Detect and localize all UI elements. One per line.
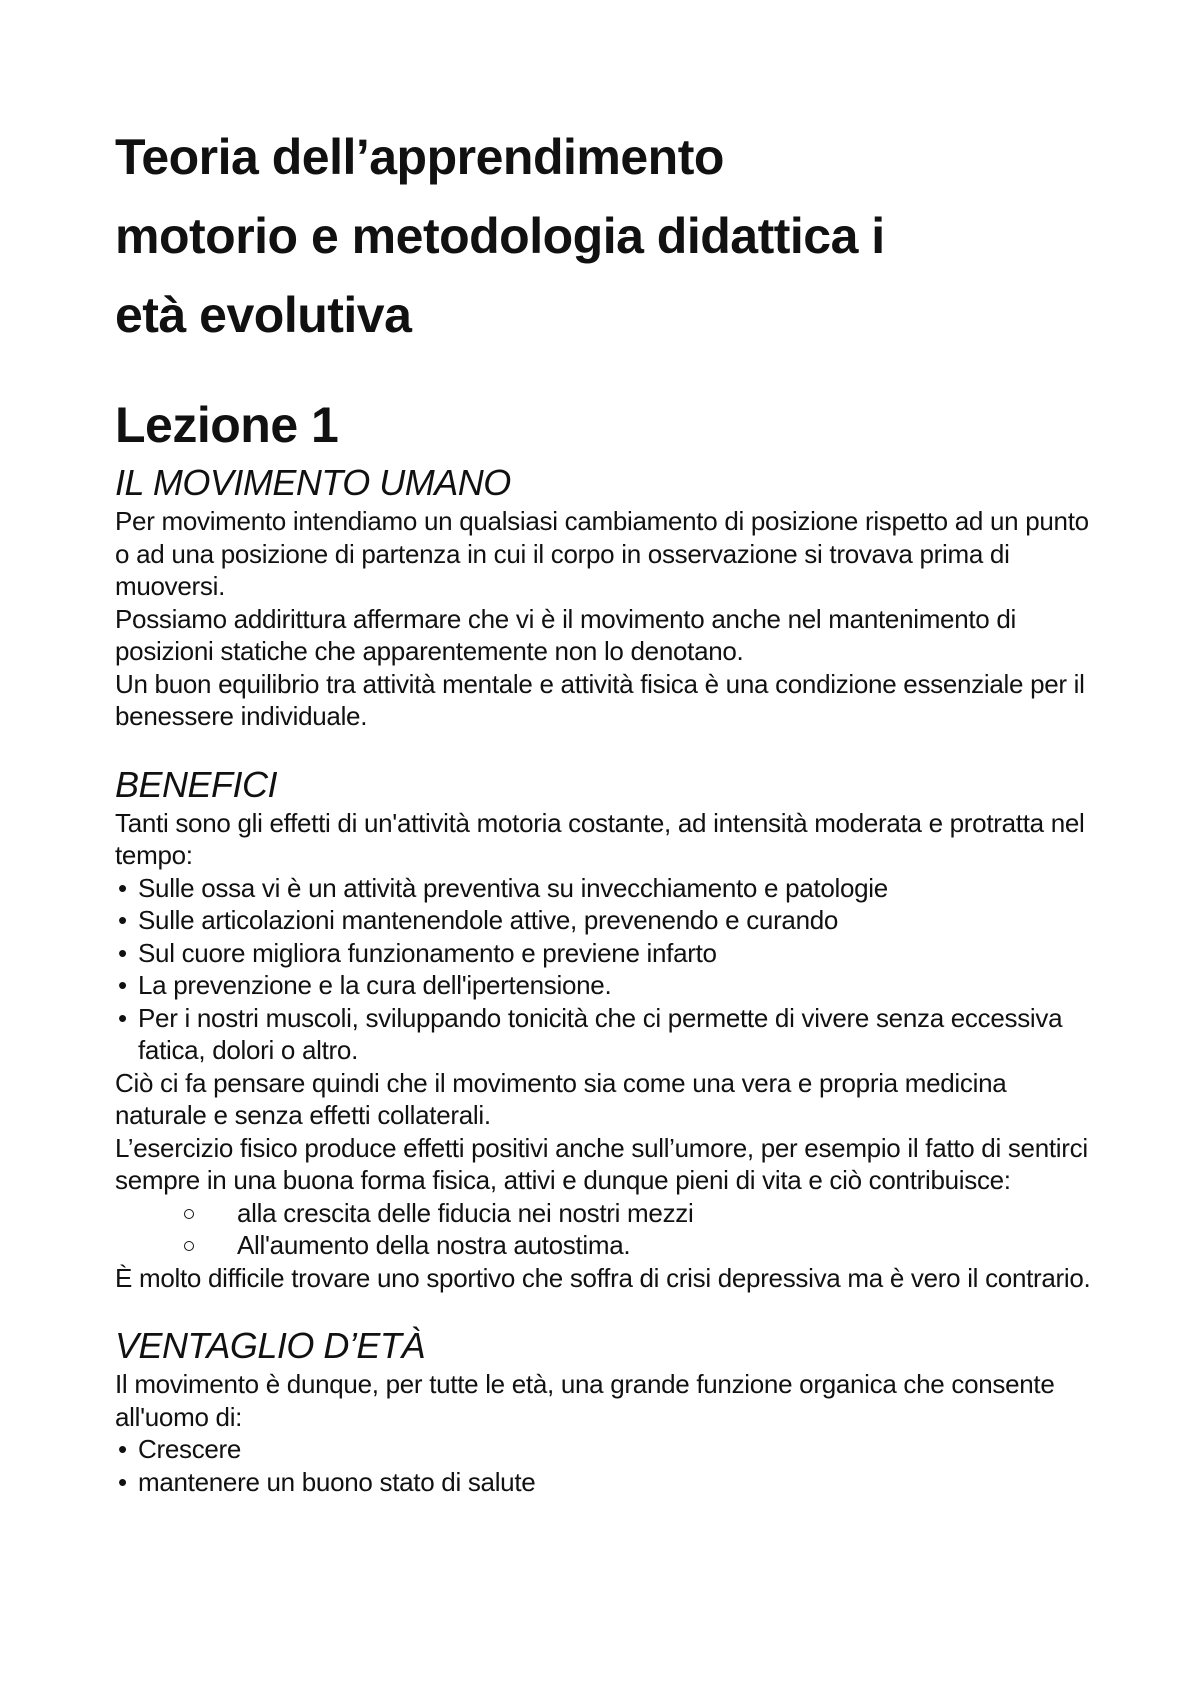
bullet-icon: • (118, 970, 127, 1000)
list-item (115, 904, 1100, 937)
list-item-text: alla crescita delle fiducia nei nostri mezzi (237, 1197, 694, 1228)
list-item (115, 937, 1100, 970)
list-item (115, 1433, 1100, 1466)
paragraph-movimento-2: Possiamo addirittura affermare che vi è il movimento anche nel mantenimento di posizioni statiche che apparentemente non lo denotano. (115, 603, 1017, 666)
section-heading-ventaglio: VENTAGLIO D’ETÀ (115, 1325, 425, 1366)
list-item (115, 1466, 1100, 1499)
list-item-text: mantenere un buono stato di salute (138, 1466, 536, 1497)
circle-bullet-icon (184, 1209, 194, 1219)
paragraph-benefici-2: L’esercizio fisico produce effetti positivi anche sull’umore, per esempio il fatto di sentirci sempre in una buona forma fisica, attivi e dunque pieni di vita e ciò contribuisce: (115, 1132, 1088, 1195)
list-item-text: All'aumento della nostra autostima. (237, 1230, 631, 1260)
list-item (115, 1229, 1100, 1262)
bullet-icon: • (118, 937, 127, 968)
ventaglio-bullet-list (115, 1433, 1100, 1498)
list-item-text: Sul cuore migliora funzionamento e previene infarto (138, 937, 717, 968)
list-item-text: Sulle articolazioni mantenendole attive, prevenendo e curando (138, 905, 839, 935)
circle-bullet-icon (184, 1241, 194, 1251)
document-title-line-1: Teoria dell’apprendimento (115, 129, 724, 185)
section-heading-movimento: IL MOVIMENTO UMANO (115, 462, 511, 503)
bullet-icon: • (118, 905, 127, 935)
list-item (115, 1197, 1100, 1230)
document-title-line-2: motorio e metodologia didattica i (115, 208, 885, 264)
paragraph-movimento-1: Per movimento intendiamo un qualsiasi cambiamento di posizione rispetto ad un punto o ad una posizione di partenza in cui il corpo in osservazione si trovava prima di muoversi. (115, 506, 1089, 601)
list-item (115, 1002, 1100, 1067)
benefici-sub-bullet-list (115, 1197, 1100, 1262)
paragraph-benefici-intro: Tanti sono gli effetti di un'attività motoria costante, ad intensità moderata e protratta nel tempo: (115, 807, 1085, 870)
paragraph-benefici-3: È molto difficile trovare uno sportivo che soffra di crisi depressiva ma è vero il contrario. (115, 1262, 1091, 1293)
list-item (115, 969, 1100, 1002)
section-heading-benefici: BENEFICI (115, 763, 278, 805)
document-title (115, 118, 1100, 355)
bullet-icon: • (118, 1002, 127, 1033)
list-item (115, 872, 1100, 905)
list-item-text: Per i nostri muscoli, sviluppando tonicità che ci permette di vivere senza eccessiva fatica, dolori o altro. (138, 1002, 1063, 1065)
paragraph-benefici-1: Ciò ci fa pensare quindi che il movimento sia come una vera e propria medicina naturale e senza effetti collaterali. (115, 1067, 1007, 1130)
lesson-title: Lezione 1 (115, 397, 339, 453)
benefici-bullet-list (115, 872, 1100, 1067)
document-title-line-3: età evolutiva (115, 287, 412, 343)
paragraph-ventaglio-intro: Il movimento è dunque, per tutte le età, una grande funzione organica che consente all'uomo di: (115, 1369, 1055, 1432)
paragraph-movimento-3: Un buon equilibrio tra attività mentale e attività fisica è una condizione essenziale per il benessere individuale. (115, 668, 1085, 731)
list-item-text: Crescere (138, 1434, 242, 1464)
document-page (115, 118, 1100, 1498)
list-item-text: Sulle ossa vi è un attività preventiva su invecchiamento e patologie (138, 872, 888, 903)
list-item-text: La prevenzione e la cura dell'ipertensione. (138, 970, 612, 1000)
bullet-icon: • (118, 872, 127, 903)
bullet-icon: • (118, 1466, 127, 1497)
bullet-icon: • (118, 1434, 127, 1464)
